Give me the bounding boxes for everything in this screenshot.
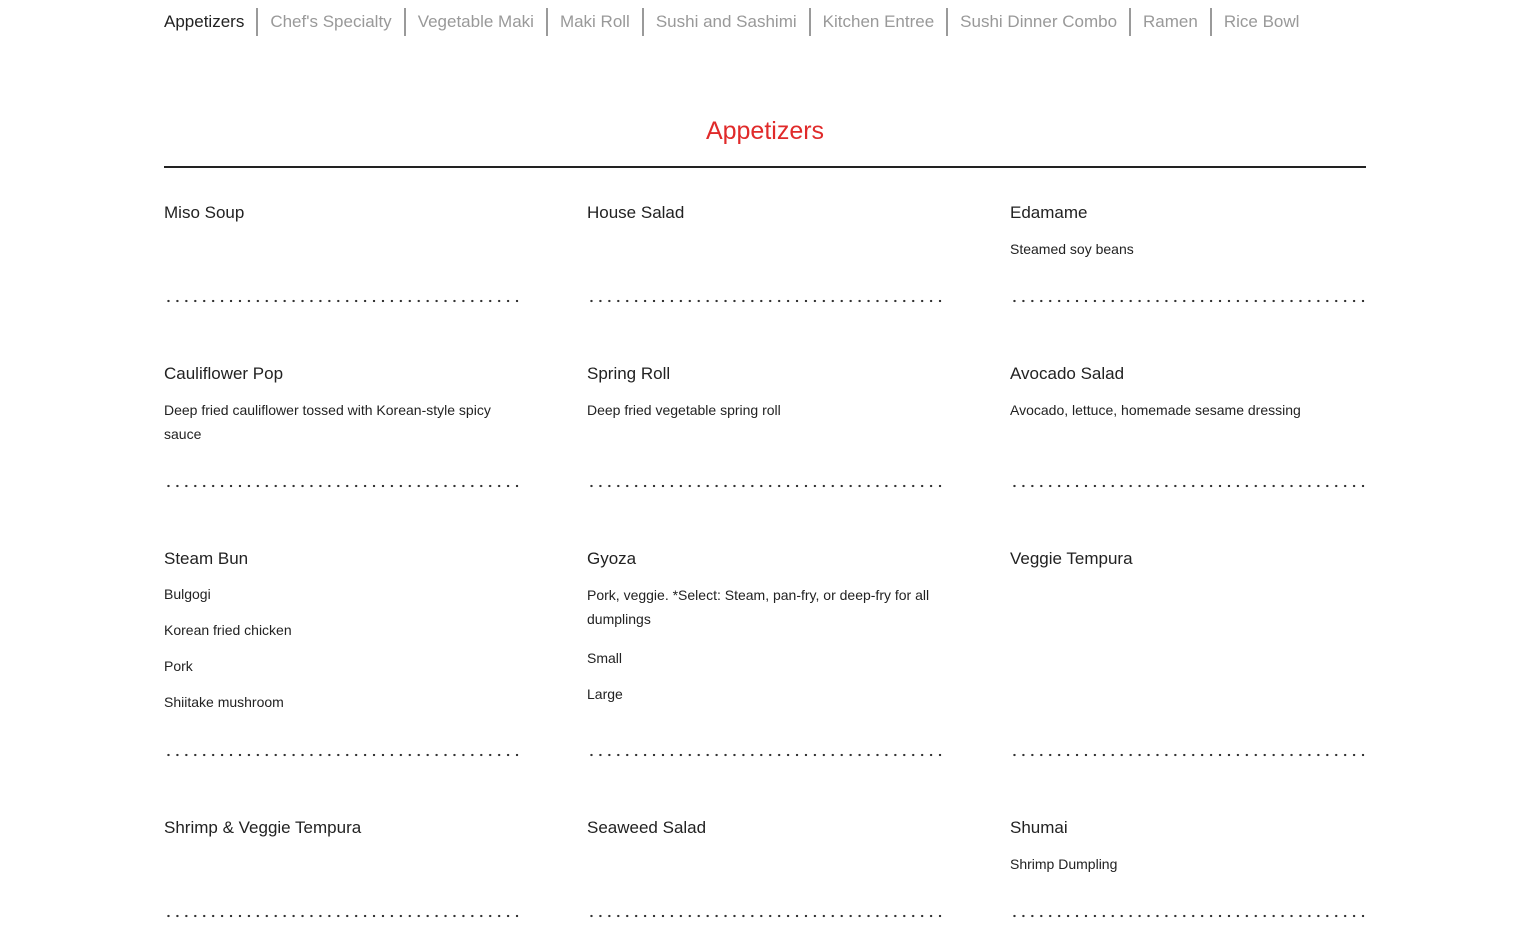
nav-tab-sushi-dinner-combo[interactable]: Sushi Dinner Combo (946, 8, 1129, 36)
menu-item (1010, 362, 1367, 422)
menu-item-description: Shrimp Dumpling (1010, 856, 1118, 872)
nav-tab-rice-bowl[interactable]: Rice Bowl (1210, 8, 1312, 36)
menu-item-name: Gyoza (587, 549, 637, 568)
menu-item-option: Korean fried chicken (164, 622, 292, 638)
menu-item-description: Deep fried cauliflower tossed with Korean-style spicy sauce (164, 402, 491, 442)
menu-item (1010, 201, 1367, 261)
menu-item-name: Edamame (1010, 203, 1088, 222)
dotted-separator (164, 299, 521, 303)
nav-tab-maki-roll[interactable]: Maki Roll (546, 8, 642, 36)
menu-item-description: Steamed soy beans (1010, 241, 1134, 257)
section-divider (164, 166, 1366, 168)
dotted-separator (587, 299, 944, 303)
menu-item (587, 362, 944, 422)
menu-item-description: Pork, veggie. *Select: Steam, pan-fry, or deep-fry for all dumplings (587, 587, 930, 627)
menu-item-name: Seaweed Salad (587, 818, 707, 837)
dotted-separator (1010, 484, 1367, 488)
dotted-separator (164, 484, 521, 488)
dotted-separator (587, 753, 944, 757)
menu-item (164, 547, 521, 713)
dotted-separator (164, 914, 521, 918)
menu-item-option: Bulgogi (164, 586, 211, 602)
menu-item (1010, 816, 1367, 876)
dotted-separator (587, 914, 944, 918)
menu-item-name: Avocado Salad (1010, 364, 1125, 383)
menu-item-option: Large (587, 686, 623, 702)
category-nav (164, 8, 1311, 36)
nav-tab-kitchen-entree[interactable]: Kitchen Entree (809, 8, 947, 36)
menu-item-name: Spring Roll (587, 364, 671, 383)
menu-item (587, 816, 944, 840)
menu-item-name: Cauliflower Pop (164, 364, 284, 383)
menu-item-name: Steam Bun (164, 549, 249, 568)
menu-item (587, 547, 944, 705)
menu-item-description: Deep fried vegetable spring roll (587, 402, 781, 418)
nav-tab-appetizers[interactable]: Appetizers (164, 12, 245, 31)
menu-item-option: Small (587, 650, 623, 666)
dotted-separator (587, 484, 944, 488)
dotted-separator (1010, 914, 1367, 918)
menu-item-name: Veggie Tempura (1010, 549, 1133, 568)
menu-item (164, 201, 521, 225)
menu-item (164, 362, 521, 446)
menu-item-option: Shiitake mushroom (164, 694, 284, 710)
dotted-separator (1010, 299, 1367, 303)
menu-item-name: House Salad (587, 203, 685, 222)
menu-item-description: Avocado, lettuce, homemade sesame dressing (1010, 402, 1301, 418)
menu-item-option: Pork (164, 658, 193, 674)
dotted-separator (1010, 753, 1367, 757)
nav-tab-ramen[interactable]: Ramen (1129, 8, 1210, 36)
menu-item-name: Shumai (1010, 818, 1068, 837)
nav-tab-vegetable-maki[interactable]: Vegetable Maki (404, 8, 546, 36)
dotted-separator (164, 753, 521, 757)
menu-item-name: Shrimp & Veggie Tempura (164, 818, 362, 837)
menu-item (1010, 547, 1367, 571)
menu-item (587, 201, 944, 225)
menu-item (164, 816, 521, 840)
nav-tab-chefs-specialty[interactable]: Chef's Specialty (256, 8, 403, 36)
menu-item-name: Miso Soup (164, 203, 245, 222)
nav-tab-sushi-and-sashimi[interactable]: Sushi and Sashimi (642, 8, 809, 36)
section-title: Appetizers (705, 117, 825, 145)
